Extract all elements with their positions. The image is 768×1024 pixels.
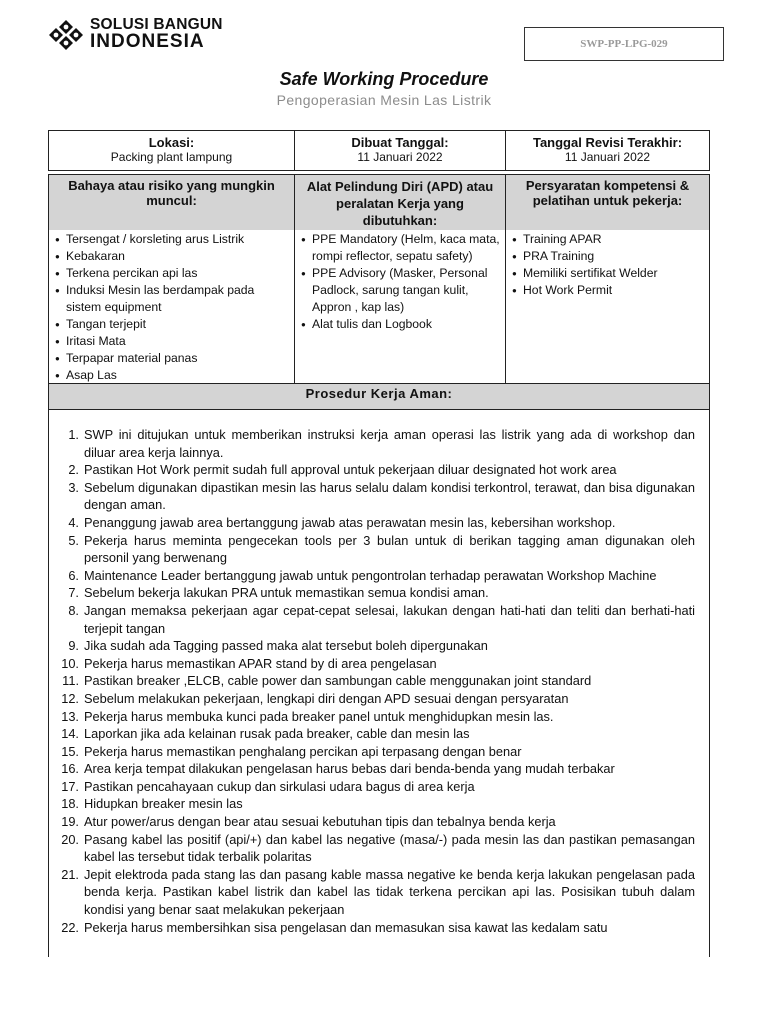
list-item: ● Terkena percikan api las	[54, 265, 292, 282]
step-number: 8.	[68, 602, 79, 618]
step-text: Atur power/arus dengan bear atau sesuai kebutuhan tipis dan tebalnya benda kerja	[84, 814, 556, 830]
step-text: Pekerja harus memastikan penghalang percikan api terpasang dengan benar	[84, 743, 522, 759]
step-number: 11.	[62, 673, 79, 689]
location-value: Packing plant lampung	[110, 150, 233, 164]
brand-name-line1: SOLUSI BANGUN	[90, 16, 223, 33]
list-item: ● Kebakaran	[54, 248, 292, 265]
step-text: SWP ini ditujukan untuk memberikan instruksi kerja aman operasi las listrik yang ada di workshop dan diluar area kerja lainnya.	[84, 427, 695, 460]
step-text: Pastikan breaker ,ELCB, cable power dan sambungan cable menggunakan joint standard	[84, 673, 592, 689]
step-text: Pekerja harus membersihkan sisa pengelasan dan memasukan sisa kawat las kedalam satu	[84, 919, 608, 935]
procedure-step	[49, 743, 709, 761]
logo-mark-icon	[46, 18, 86, 52]
step-number: 18.	[61, 796, 79, 812]
procedure-title: Prosedur Kerja Aman:	[305, 386, 453, 401]
step-text: Sebelum bekerja lakukan PRA untuk memastikan semua kondisi aman.	[84, 585, 489, 601]
step-text: Sebelum melakukan pekerjaan, lengkapi diri dengan APD sesuai dengan persyaratan	[84, 690, 569, 706]
step-text: Pasang kabel las positif (api/+) dan kabel las negative (masa/-) pada mesin las dan pastikan pemasangan kabel las tersebut tidak terbalik polaritas	[84, 831, 695, 865]
step-text: Penanggung jawab area bertanggung jawab atas perawatan mesin las, kebersihan workshop.	[84, 514, 616, 530]
revision-date-label: Tanggal Revisi Terakhir:	[532, 135, 683, 150]
step-number: 12.	[61, 690, 79, 706]
list-item: ● Tangan terjepit	[54, 316, 292, 333]
list-item: ● Iritasi Mata	[54, 333, 292, 350]
procedure-step	[49, 655, 709, 673]
step-text: Maintenance Leader bertanggung jawab untuk pengontrolan terhadap perawatan Workshop Machine	[84, 567, 657, 583]
created-date-label: Dibuat Tanggal:	[351, 135, 449, 150]
created-date-value: 11 Januari 2022	[357, 150, 443, 164]
step-text: Jika sudah ada Tagging passed maka alat tersebut boleh dipergunakan	[84, 638, 488, 654]
list-item: ● Alat tulis dan Logbook	[300, 316, 502, 333]
step-text: Pekerja harus meminta pengecekan tools per 3 bulan untuk di berikan tagging aman digunakan oleh personil yang berwenang	[84, 532, 695, 566]
step-number: 3.	[68, 479, 79, 495]
brand-name-line2: INDONESIA	[90, 31, 205, 52]
step-text: Pekerja harus membuka kunci pada breaker panel untuk menghidupkan mesin las.	[84, 708, 554, 724]
step-number: 22.	[61, 919, 79, 935]
procedure-step	[49, 637, 709, 655]
location-label: Lokasi:	[148, 135, 195, 150]
procedure-step	[49, 813, 709, 831]
procedure-step	[49, 919, 709, 937]
list-item: ● PPE Mandatory (Helm, kaca mata, rompi reflector, sepatu safety)	[300, 231, 502, 265]
step-number: 21.	[61, 866, 79, 882]
requirements-table	[48, 174, 710, 384]
step-number: 20.	[61, 831, 79, 847]
competency-header: Persyaratan kompetensi & pelatihan untuk pekerja:	[525, 178, 690, 208]
step-number: 5.	[68, 532, 79, 548]
document-number: SWP-PP-LPG-029	[524, 27, 724, 61]
list-item: ● Induksi Mesin las berdampak pada sistem equipment	[54, 282, 292, 316]
procedure-body	[48, 409, 710, 957]
procedure-header	[48, 383, 710, 410]
list-item: ● Memiliki sertifikat Welder	[511, 265, 706, 282]
step-number: 13.	[61, 708, 79, 724]
list-item: ● Tersengat / korsleting arus Listrik	[54, 231, 292, 248]
step-number: 14.	[61, 726, 79, 742]
procedure-step	[49, 672, 709, 690]
step-number: 6.	[68, 567, 79, 583]
document-subtitle: Pengoperasian Mesin Las Listrik	[276, 92, 492, 108]
procedure-step	[49, 426, 709, 461]
step-number: 1.	[68, 427, 79, 442]
procedure-step	[49, 567, 709, 585]
step-number: 19.	[61, 814, 79, 830]
step-text: Area kerja tempat dilakukan pengelasan harus bebas dari benda-benda yang mudah terbakar	[84, 761, 615, 777]
competency-list	[511, 231, 706, 299]
step-number: 4.	[68, 514, 79, 530]
info-table	[48, 130, 710, 171]
list-item: ● Terpapar material panas	[54, 350, 292, 367]
procedure-step	[49, 866, 709, 919]
procedure-step	[49, 690, 709, 708]
step-number: 2.	[68, 462, 79, 478]
procedure-step	[49, 584, 709, 602]
list-item: ● PRA Training	[511, 248, 706, 265]
step-number: 7.	[68, 585, 79, 601]
procedure-step	[49, 479, 709, 514]
ppe-list	[300, 231, 502, 333]
procedure-step	[49, 795, 709, 813]
procedure-step	[49, 778, 709, 796]
procedure-step	[49, 514, 709, 532]
procedure-step	[49, 831, 709, 866]
procedure-step	[49, 602, 709, 637]
company-logo	[46, 16, 226, 52]
step-text: Hidupkan breaker mesin las	[84, 796, 243, 812]
step-number: 10.	[61, 655, 79, 671]
procedure-step	[49, 760, 709, 778]
procedure-step	[49, 708, 709, 726]
step-text: Jepit elektroda pada stang las dan pasang kable massa negative ke benda kerja lakukan pengelasan pada benda kerja. Pastikan kabel listrik dan kabel las tidak terkena percikan api las. Posisikan tubuh dalam kondisi yang benar saat melakukan pekerjaan	[84, 866, 695, 918]
step-text: Pastikan Hot Work permit sudah full approval untuk pekerjaan diluar designated hot work area	[84, 462, 617, 478]
procedure-steps-list	[49, 426, 709, 936]
ppe-header: Alat Pelindung Diri (APD) atau peralatan Kerja yang dibutuhkan:	[306, 179, 494, 228]
procedure-step	[49, 461, 709, 479]
list-item: ● Hot Work Permit	[511, 282, 706, 299]
list-item: ● Asap Las	[54, 367, 292, 384]
list-item: ● PPE Advisory (Masker, Personal Padlock, sarung tangan kulit, Appron , kap las)	[300, 265, 502, 316]
step-number: 17.	[61, 778, 79, 794]
step-text: Pekerja harus memastikan APAR stand by di area pengelasan	[84, 655, 437, 671]
step-number: 16.	[61, 761, 79, 777]
revision-date-value: 11 Januari 2022	[564, 150, 651, 164]
procedure-step	[49, 532, 709, 567]
document-title: Safe Working Procedure	[279, 69, 489, 89]
hazards-list	[54, 231, 292, 384]
procedure-step	[49, 725, 709, 743]
hazards-header: Bahaya atau risiko yang mungkin muncul:	[68, 178, 275, 208]
step-text: Sebelum digunakan dipastikan mesin las harus selalu dalam kondisi terkontrol, terawat, dan bisa digunakan dengan aman.	[84, 479, 695, 513]
step-text: Laporkan jika ada kelainan rusak pada breaker, cable dan mesin las	[84, 726, 470, 742]
list-item: ● Training APAR	[511, 231, 706, 248]
step-number: 15.	[61, 743, 79, 759]
step-text: Pastikan pencahayaan cukup dan sirkulasi udara bagus di area kerja	[84, 778, 475, 794]
step-text: Jangan memaksa pekerjaan agar cepat-cepat selesai, lakukan dengan hati-hati dan teliti dan berhati-hati terjepit tangan	[84, 602, 695, 636]
step-number: 9.	[68, 638, 79, 654]
